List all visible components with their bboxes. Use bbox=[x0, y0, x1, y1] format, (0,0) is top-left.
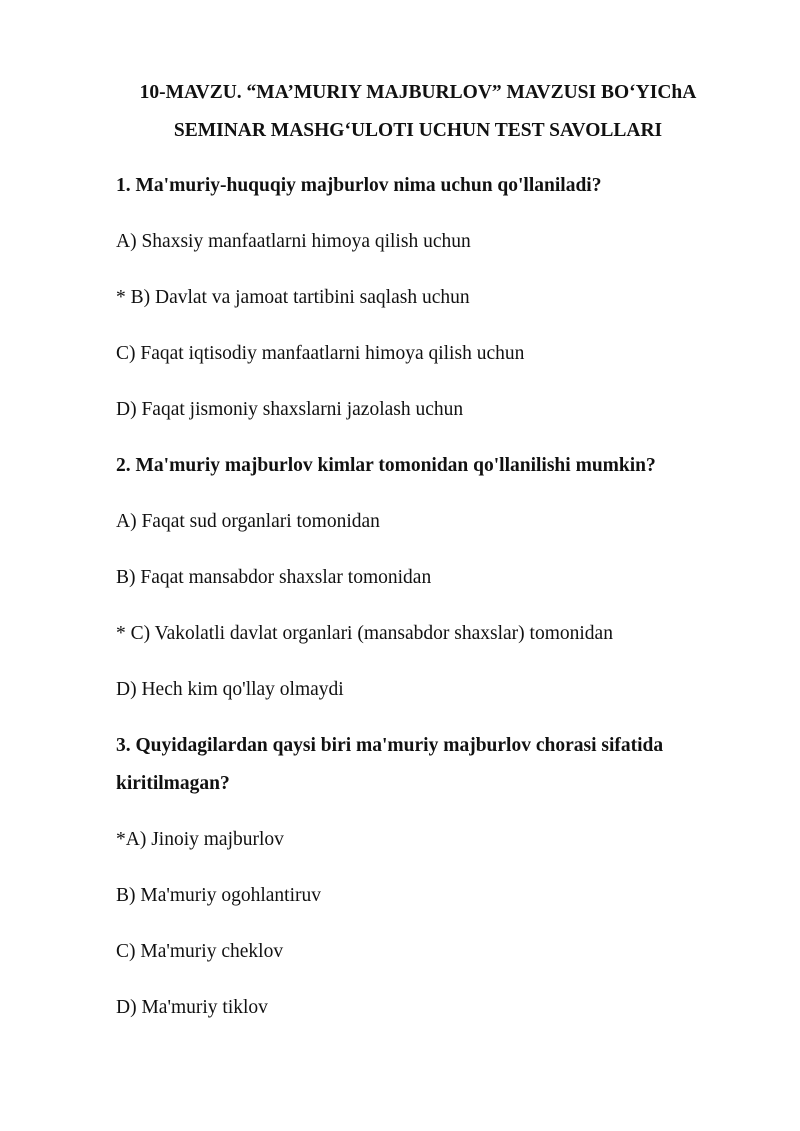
question-3-line-2: kiritilmagan? bbox=[116, 773, 230, 794]
question-1-option-d: D) Faqat jismoniy shaxslarni jazolash uchun bbox=[116, 399, 464, 420]
document-title bbox=[116, 74, 720, 150]
question-3-option-d: D) Ma'muriy tiklov bbox=[116, 997, 268, 1018]
question-2-option-a: A) Faqat sud organlari tomonidan bbox=[116, 511, 380, 532]
question-3 bbox=[116, 727, 720, 803]
question-3-option-b: B) Ma'muriy ogohlantiruv bbox=[116, 885, 321, 906]
question-2: 2. Ma'muriy majburlov kimlar tomonidan qo'llanilishi mumkin? bbox=[116, 455, 656, 476]
question-1-option-a: A) Shaxsiy manfaatlarni himoya qilish uchun bbox=[116, 231, 471, 252]
title-line-2: SEMINAR MASHG‘ULOTI UCHUN TEST SAVOLLARI bbox=[173, 120, 663, 141]
question-3-line-1: 3. Quyidagilardan qaysi biri ma'muriy majburlov chorasi sifatida bbox=[116, 735, 664, 756]
question-2-option-b: B) Faqat mansabdor shaxslar tomonidan bbox=[116, 567, 432, 588]
question-1: 1. Ma'muriy-huquqiy majburlov nima uchun qo'llaniladi? bbox=[116, 175, 602, 196]
question-1-option-b: * B) Davlat va jamoat tartibini saqlash uchun bbox=[116, 287, 470, 308]
title-line-1: 10-MAVZU. “MA’MURIY MAJBURLOV” MAVZUSI BO‘YIChA bbox=[139, 82, 697, 103]
question-1-option-c: C) Faqat iqtisodiy manfaatlarni himoya qilish uchun bbox=[116, 343, 525, 364]
question-2-option-c: * C) Vakolatli davlat organlari (mansabdor shaxslar) tomonidan bbox=[116, 623, 613, 644]
question-2-option-d: D) Hech kim qo'llay olmaydi bbox=[116, 679, 344, 700]
question-3-option-c: C) Ma'muriy cheklov bbox=[116, 941, 284, 962]
question-3-option-a: *A) Jinoiy majburlov bbox=[116, 829, 284, 850]
